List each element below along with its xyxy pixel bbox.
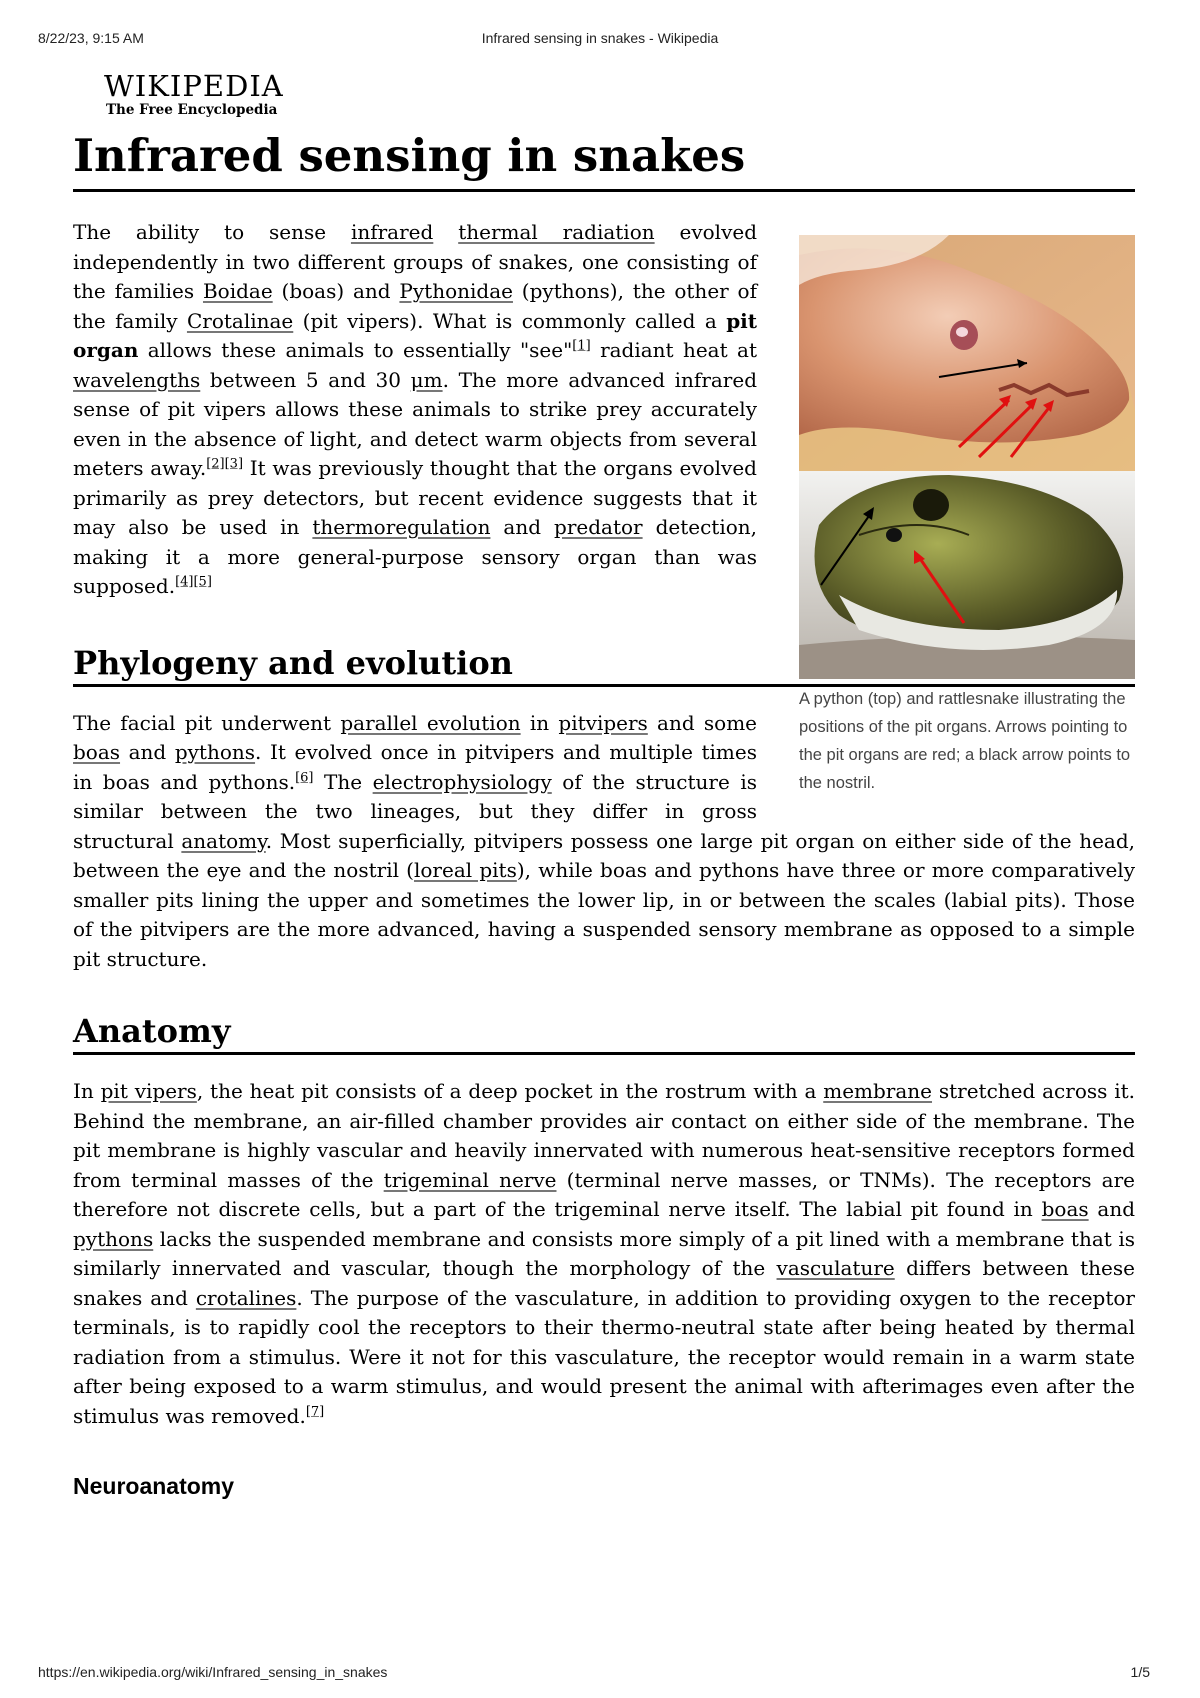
link-predator[interactable]: predator (554, 515, 643, 539)
ref-3[interactable]: [3] (224, 456, 244, 472)
link-electrophysiology[interactable]: electrophysiology (372, 769, 552, 794)
link-thermal-radiation[interactable]: thermal radiation (458, 220, 655, 244)
print-page-title: Infrared sensing in snakes - Wikipedia (481, 30, 719, 46)
figure-caption: A python (top) and rattlesnake illustrating the positions of the pit organs. Arrows pointing to the pit organs are red; a black arrow points to the nostril. (799, 690, 1131, 792)
title-divider (73, 189, 1135, 192)
link-pitvipers[interactable]: pitvipers (558, 710, 648, 735)
ref-7[interactable]: [7] (305, 1403, 325, 1419)
link-pythonidae[interactable]: Pythonidae (399, 279, 513, 303)
link-pythons[interactable]: pythons (174, 740, 256, 764)
heading-phylogeny: Phylogeny and evolution (73, 642, 1135, 687)
article-content (73, 218, 1135, 1501)
ref-4[interactable]: [4] (175, 574, 194, 590)
heading-neuroanatomy: Neuroanatomy (73, 1473, 235, 1499)
link-crotalines[interactable]: crotalines (195, 1285, 297, 1310)
heading-anatomy: Anatomy (73, 1010, 1135, 1055)
link-boidae[interactable]: Boidae (202, 279, 273, 303)
link-pit-vipers[interactable]: pit vipers (100, 1079, 197, 1103)
logo-tagline: The Free Encyclopedia (106, 102, 278, 118)
link-boas[interactable]: boas (73, 740, 121, 764)
link-vasculature[interactable]: vasculature (776, 1256, 895, 1280)
link-anatomy[interactable]: anatomy (181, 828, 266, 853)
link-pythons-anatomy[interactable]: pythons (73, 1226, 154, 1251)
link-thermoregulation[interactable]: thermoregulation (312, 515, 491, 539)
link-loreal-pits[interactable]: loreal pits (413, 858, 517, 882)
ref-5[interactable]: [5] (193, 574, 212, 590)
bold-pit-organ: pit organ (73, 308, 758, 362)
link-parallel-evolution[interactable]: parallel evolution (340, 710, 521, 735)
ref-6[interactable]: [6] (295, 769, 314, 785)
link-infrared[interactable]: infrared (350, 220, 434, 244)
print-datetime: 8/22/23, 9:15 AM (38, 30, 144, 46)
logo-wordmark: WIKIPEDIA (104, 69, 284, 103)
link-membrane[interactable]: membrane (823, 1079, 933, 1103)
link-micrometre[interactable]: μm (410, 367, 443, 392)
wikipedia-logo[interactable] (104, 70, 284, 118)
intro-paragraph: The ability to sense infrared thermal radiation evolved independently in two different groups of snakes, one consisting of the families Boidae (boas) and Pythonidae (pythons), the other of the family Crotalinae (pit vipers). What is commonly called a pit organ allows these animals to essentially "see"[1] radiant heat at wavelengths between 5 and 30 μm. The more advanced infrared sense of pit vipers allows these animals to strike prey accurately even in the absence of light, and detect warm objects from several meters away.[2][3] It was previously thought that the organs evolved primarily as prey detectors, but recent evidence suggests that it may also be used in thermoregulation and predator detection, making it a more general-purpose sensory organ than was supposed.[4][5] (73, 220, 758, 598)
phylogeny-paragraph: The facial pit underwent parallel evolution in pitvipers and some boas and pythons. It evolved once in pitvipers and multiple times in boas and pythons.[6] The electrophysiology of the structure is similar between the two lineages, but they differ in gross structural anatomy. Most superficially, pitvipers possess one large pit organ on either side of the head, between the eye and the nostril (loreal pits), while boas and pythons have three or more comparatively smaller pits lining the upper and sometimes the lower lip, in or between the scales (labial pits). Those of the pitvipers are the more advanced, having a suspended sensory membrane as opposed to a simple pit structure. (73, 710, 1136, 971)
link-wavelengths[interactable]: wavelengths (73, 367, 201, 392)
anatomy-paragraph: In pit vipers, the heat pit consists of a deep pocket in the rostrum with a membrane stretched across it. Behind the membrane, an air-filled chamber provides air contact on either side of the membrane. The pit membrane is highly vascular and heavily innervated with numerous heat-sensitive receptors formed from terminal masses of the trigeminal nerve (terminal nerve masses, or TNMs). The receptors are therefore not discrete cells, but a part of the trigeminal nerve itself. The labial pit found in boas and pythons lacks the suspended membrane and consists more simply of a pit lined with a membrane that is similarly innervated and vascular, though the morphology of the vasculature differs between these snakes and crotalines. The purpose of the vasculature, in addition to providing oxygen to the receptor terminals, is to rapidly cool the receptors to their thermo-neutral state after being heated by thermal radiation from a stimulus. Were it not for this vasculature, the receptor would remain in a warm state after being exposed to a warm stimulus, and would present the animal with afterimages even after the stimulus was removed.[7] (73, 1079, 1136, 1428)
snake-figure (785, 235, 1135, 797)
snake-figure-image[interactable] (799, 235, 1135, 679)
print-url: https://en.wikipedia.org/wiki/Infrared_sensing_in_snakes (38, 1664, 388, 1680)
link-boas-anatomy[interactable]: boas (1041, 1197, 1089, 1221)
link-crotalinae[interactable]: Crotalinae (186, 308, 294, 333)
ref-1[interactable]: [1] (572, 338, 591, 354)
ref-2[interactable]: [2] (206, 456, 225, 472)
link-trigeminal-nerve[interactable]: trigeminal nerve (383, 1167, 557, 1192)
page-title: Infrared sensing in snakes (73, 129, 746, 182)
print-page-number: 1/5 (1130, 1664, 1150, 1680)
